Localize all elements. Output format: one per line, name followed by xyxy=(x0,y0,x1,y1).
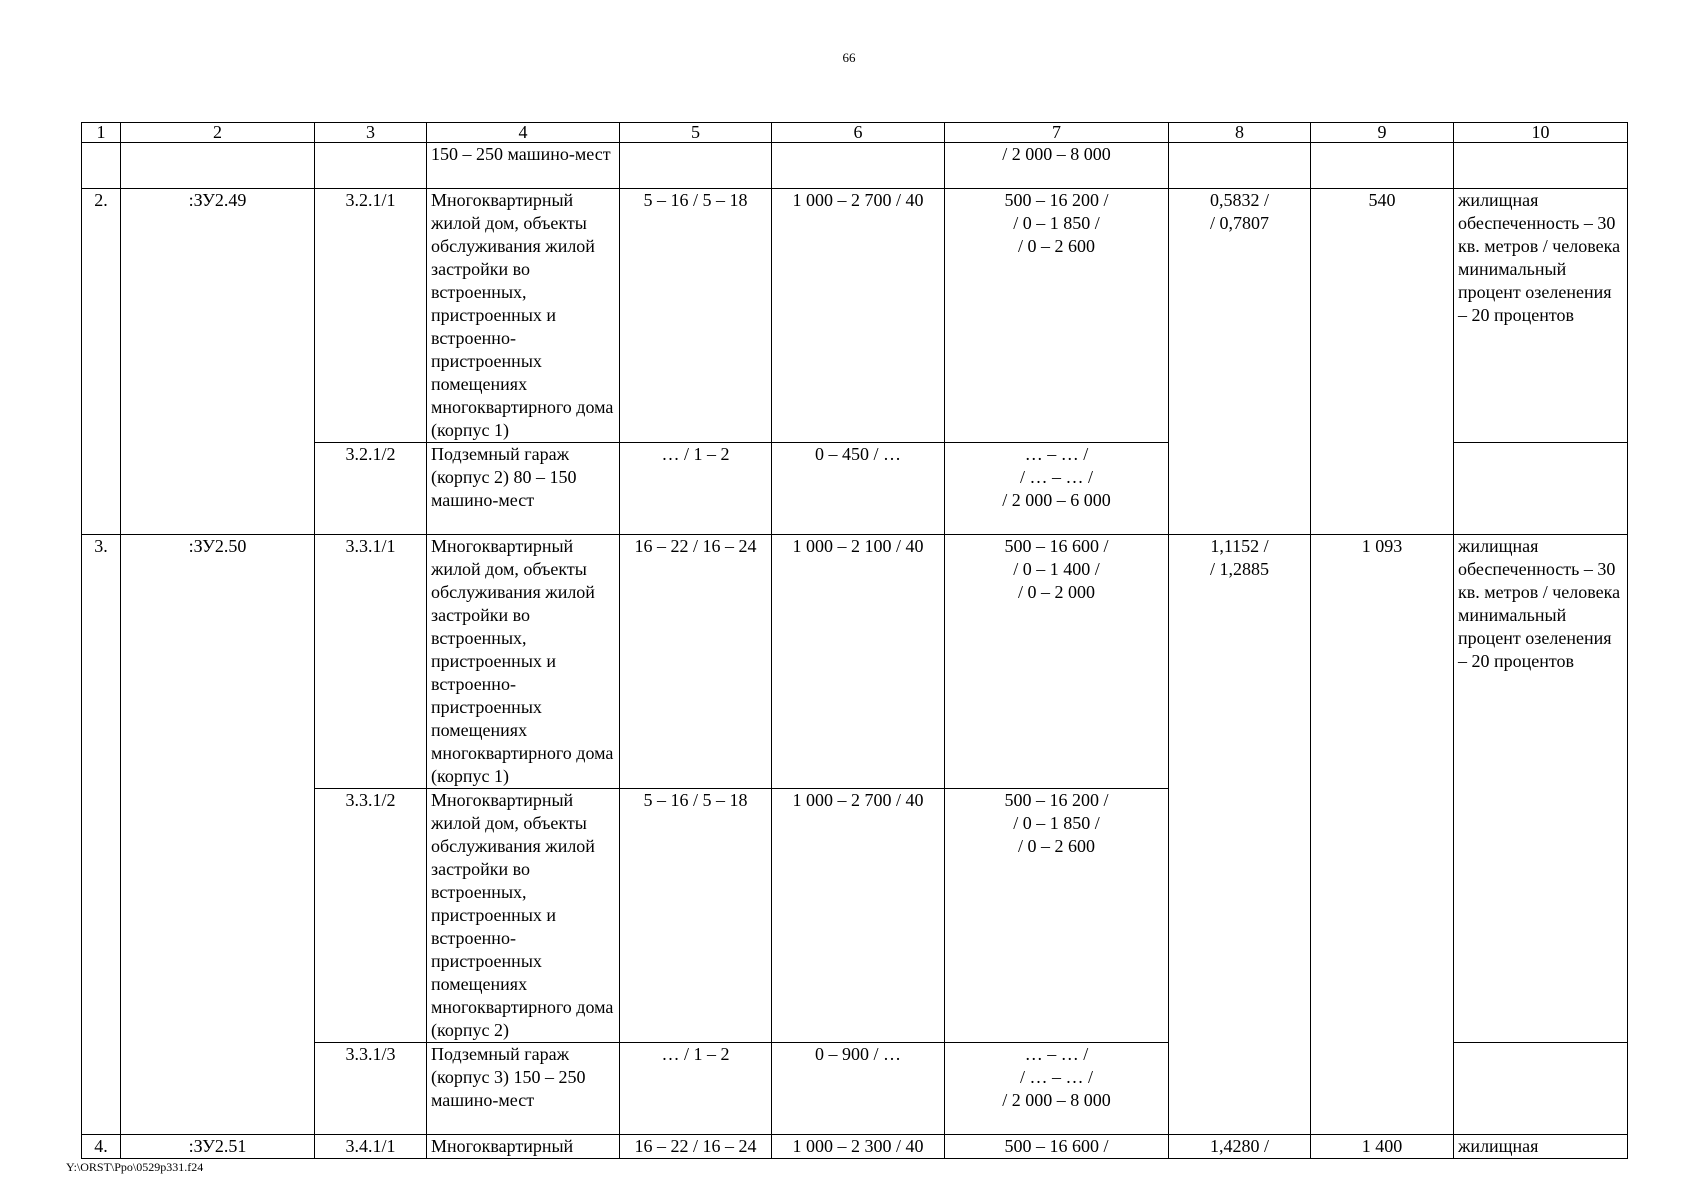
height-value: 1 000 – 2 300 / 40 xyxy=(772,1135,945,1159)
file-path: Y:\ORST\Ppo\0529p331.f24 xyxy=(66,1160,204,1174)
table-row xyxy=(82,143,1628,189)
floors-value: … / 1 – 2 xyxy=(620,443,772,535)
population-value: 1 093 xyxy=(1311,535,1454,1135)
floors-value: … / 1 – 2 xyxy=(620,1043,772,1135)
header-row xyxy=(82,123,1628,143)
area-value: 500 – 16 200 / / 0 – 1 850 / / 0 – 2 600 xyxy=(945,789,1169,1043)
object-description: Многоквартирный жилой дом, объекты обслуживания жилой застройки во встроенных, пристроенных и встроенно-пристроенных помещениях многоквартирного дома (корпус 2) xyxy=(427,789,620,1043)
object-id: 3.4.1/1 xyxy=(315,1135,427,1159)
area-value: … – … / / … – … / / 2 000 – 8 000 xyxy=(945,1043,1169,1135)
table-row xyxy=(82,1135,1628,1159)
height-value: 1 000 – 2 700 / 40 xyxy=(772,789,945,1043)
header-cell: 4 xyxy=(427,123,620,143)
notes: жилищная xyxy=(1454,1135,1628,1159)
parameters-table xyxy=(81,122,1628,1159)
floors-value: 16 – 22 / 16 – 24 xyxy=(620,1135,772,1159)
height-value: 0 – 900 / … xyxy=(772,1043,945,1135)
object-description: Подземный гараж (корпус 2) 80 – 150 машино-мест xyxy=(427,443,620,535)
header-cell: 6 xyxy=(772,123,945,143)
plot-code: :ЗУ2.49 xyxy=(121,189,315,535)
plot-code: :ЗУ2.50 xyxy=(121,535,315,1135)
row-number: 4. xyxy=(82,1135,121,1159)
floors-value: 5 – 16 / 5 – 18 xyxy=(620,189,772,443)
height-value: 1 000 – 2 100 / 40 xyxy=(772,535,945,789)
area-value: / 2 000 – 8 000 xyxy=(945,143,1169,189)
notes: жилищная обеспеченность – 30 кв. метров / человека минимальный процент озеленения – 20 процентов xyxy=(1454,189,1628,443)
density-value: 0,5832 / / 0,7807 xyxy=(1169,189,1311,535)
object-id: 3.3.1/1 xyxy=(315,535,427,789)
object-description: Подземный гараж (корпус 3) 150 – 250 машино-мест xyxy=(427,1043,620,1135)
area-value: 500 – 16 600 / xyxy=(945,1135,1169,1159)
table-row xyxy=(82,189,1628,443)
notes: жилищная обеспеченность – 30 кв. метров / человека минимальный процент озеленения – 20 процентов xyxy=(1454,535,1628,1043)
row-number: 2. xyxy=(82,189,121,535)
height-value: 1 000 – 2 700 / 40 xyxy=(772,189,945,443)
header-cell: 8 xyxy=(1169,123,1311,143)
header-cell: 9 xyxy=(1311,123,1454,143)
area-value: 500 – 16 600 / / 0 – 1 400 / / 0 – 2 000 xyxy=(945,535,1169,789)
row-number: 3. xyxy=(82,535,121,1135)
object-description: Многоквартирный xyxy=(427,1135,620,1159)
population-value: 1 400 xyxy=(1311,1135,1454,1159)
object-id: 3.2.1/1 xyxy=(315,189,427,443)
density-value: 1,1152 / / 1,2885 xyxy=(1169,535,1311,1135)
page-number: 66 xyxy=(842,50,856,65)
header-cell: 10 xyxy=(1454,123,1628,143)
density-value: 1,4280 / xyxy=(1169,1135,1311,1159)
table-row xyxy=(82,535,1628,789)
object-id: 3.2.1/2 xyxy=(315,443,427,535)
height-value: 0 – 450 / … xyxy=(772,443,945,535)
object-id: 3.3.1/2 xyxy=(315,789,427,1043)
plot-code: :ЗУ2.51 xyxy=(121,1135,315,1159)
object-id: 3.3.1/3 xyxy=(315,1043,427,1135)
header-cell: 3 xyxy=(315,123,427,143)
header-cell: 7 xyxy=(945,123,1169,143)
area-value: 500 – 16 200 / / 0 – 1 850 / / 0 – 2 600 xyxy=(945,189,1169,443)
object-description: Многоквартирный жилой дом, объекты обслуживания жилой застройки во встроенных, пристроенных и встроенно-пристроенных помещениях многоквартирного дома (корпус 1) xyxy=(427,535,620,789)
header-cell: 2 xyxy=(121,123,315,143)
population-value: 540 xyxy=(1311,189,1454,535)
area-value: … – … / / … – … / / 2 000 – 6 000 xyxy=(945,443,1169,535)
object-description: 150 – 250 машино-мест xyxy=(427,143,620,189)
floors-value: 16 – 22 / 16 – 24 xyxy=(620,535,772,789)
header-cell: 5 xyxy=(620,123,772,143)
header-cell: 1 xyxy=(82,123,121,143)
floors-value: 5 – 16 / 5 – 18 xyxy=(620,789,772,1043)
object-description: Многоквартирный жилой дом, объекты обслуживания жилой застройки во встроенных, пристроенных и встроенно-пристроенных помещениях многоквартирного дома (корпус 1) xyxy=(427,189,620,443)
